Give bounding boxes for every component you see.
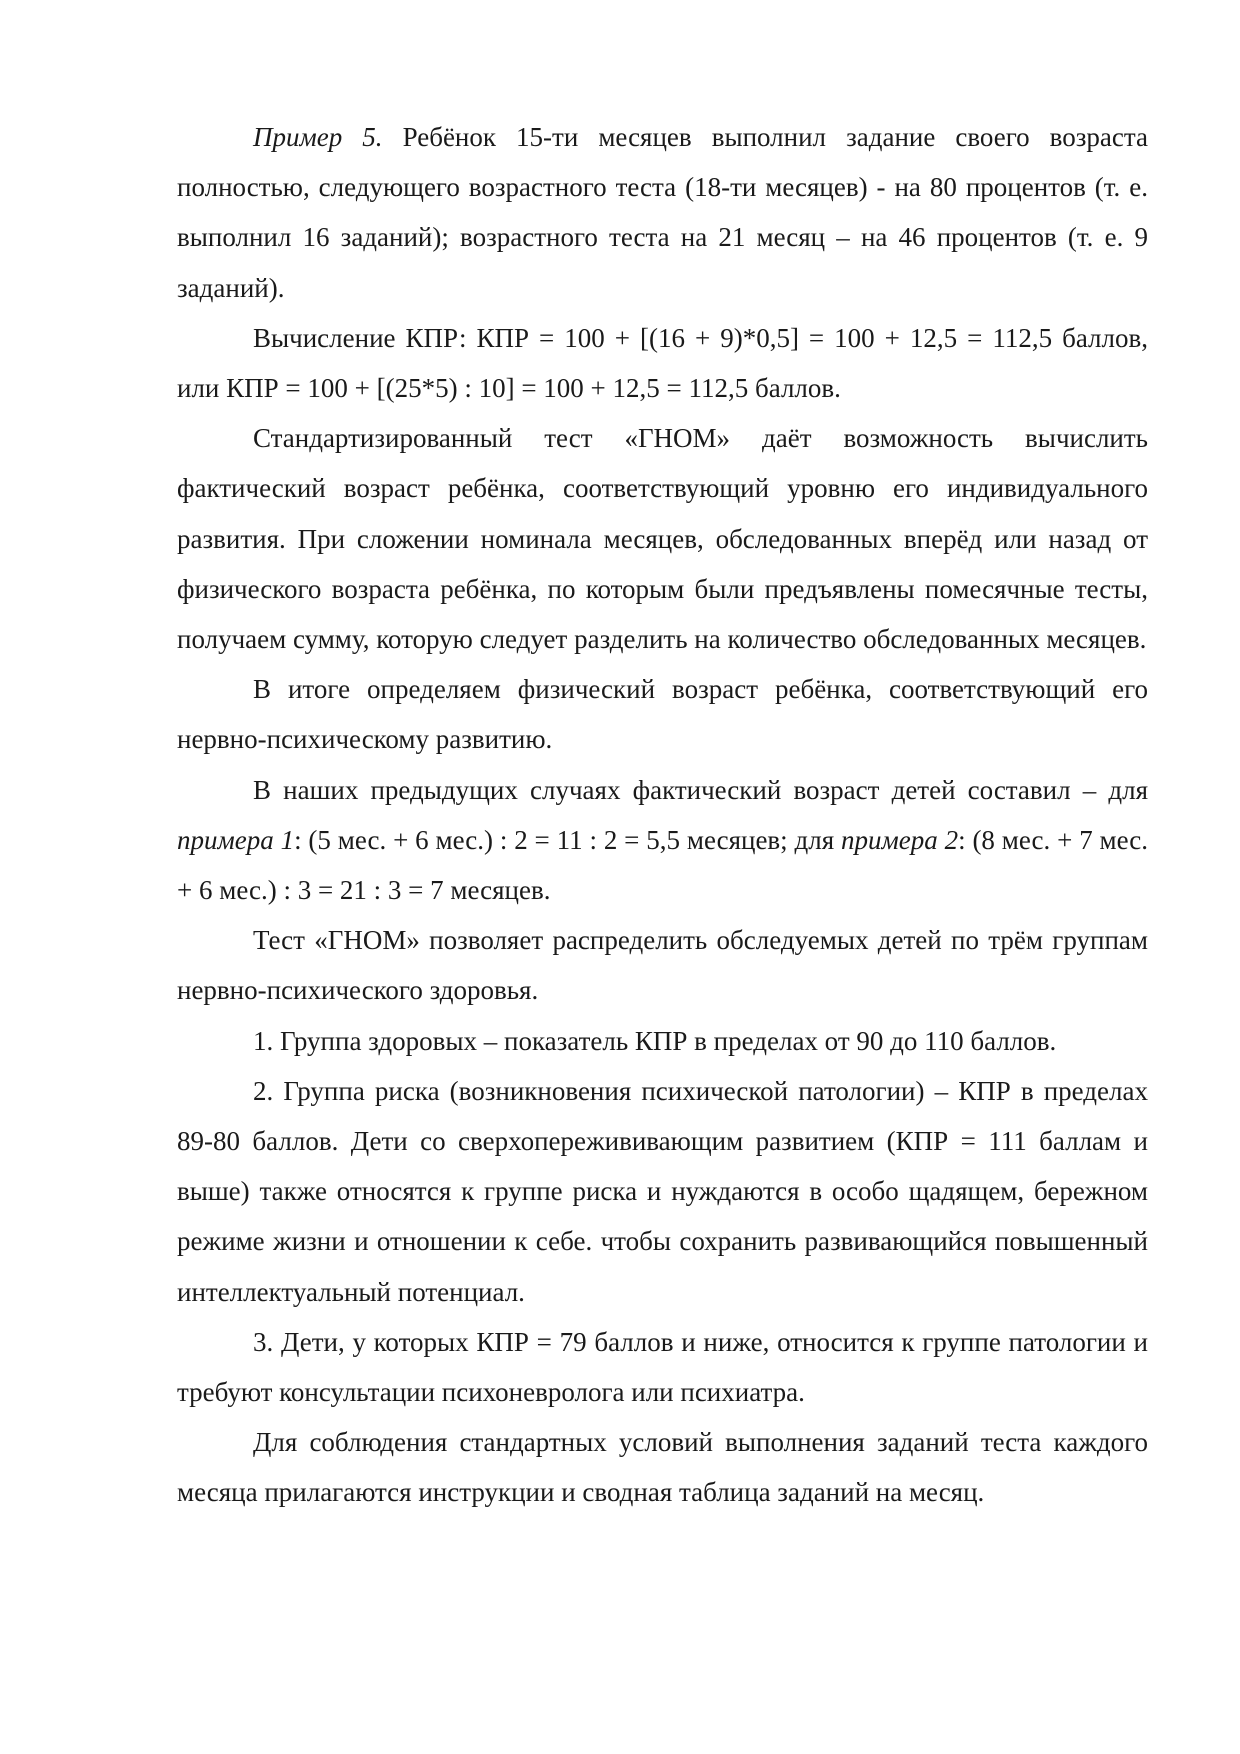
previous-cases-text-3: : (8 мес. + 7 мес. + 6 мес.) : 3 = 21 : 3 = 7 месяцев.	[177, 824, 1149, 906]
paragraph-groups-intro: Тест «ГНОМ» позволяет распределить обследуемых детей по трём группам нервно-психического здоровья.	[177, 925, 1148, 1006]
example-2-ref: примера 2	[841, 824, 959, 855]
paragraph-previous-cases	[177, 765, 1148, 916]
previous-cases-text-1: В наших предыдущих случаях фактический возраст детей составил – для	[253, 774, 1148, 805]
paragraph-group-healthy: 1. Группа здоровых – показатель КПР в пределах от 90 до 110 баллов.	[253, 1025, 1057, 1056]
paragraph-calculation: Вычисление КПР: КПР = 100 + [(16 + 9)*0,5] = 100 + 12,5 = 112,5 баллов, или КПР = 100 + [(25*5) : 10] = 100 + 12,5 = 112,5 баллов.	[177, 322, 1148, 404]
paragraph-instructions: Для соблюдения стандартных условий выполнения заданий теста каждого месяца прилагаются инструкции и сводная таблица заданий на месяц.	[177, 1427, 1148, 1508]
example-1-ref: примера 1	[177, 824, 295, 855]
previous-cases-text-2: : (5 мес. + 6 мес.) : 2 = 11 : 2 = 5,5 месяцев; для	[294, 824, 842, 855]
body-text	[177, 112, 1148, 1518]
paragraph-example-5	[177, 112, 1148, 313]
paragraph-gnom-test: Стандартизированный тест «ГНОМ» даёт возможность вычислить фактический возраст ребёнка, соответствующий уровню его индивидуального развития. При сложении номинала месяцев, обследованных вперёд или назад от физического возраста ребёнка, по которым были предъявлены помесячные тесты, получаем сумму, которую следует разделить на количество обследованных месяцев.	[177, 423, 1148, 655]
paragraph-result: В итоге определяем физический возраст ребёнка, соответствующий его нервно-психическому развитию.	[177, 674, 1148, 755]
paragraph-group-risk: 2. Группа риска (возникновения психической патологии) – КПР в пределах 89-80 баллов. Дети со сверхопережививающим развитием (КПР = 111 баллам и выше) также относятся к группе риска и нуждаются в особо щадящем, бережном режиме жизни и отношении к себе. чтобы сохранить развивающийся повышенный интеллектуальный потенциал.	[177, 1075, 1148, 1307]
example-label: Пример 5.	[253, 122, 383, 152]
paragraph-group-pathology: 3. Дети, у которых КПР = 79 баллов и ниже, относится к группе патологии и требуют консультации психоневролога или психиатра.	[177, 1326, 1148, 1408]
example-text: Ребёнок 15-ти месяцев выполнил задание своего возраста полностью, следующего возрастного теста (18-ти месяцев) - на 80 процентов (т. е. выполнил 16 заданий); возрастного теста на 21 месяц – на 46 процентов (т. е. 9 заданий).	[177, 122, 1148, 303]
